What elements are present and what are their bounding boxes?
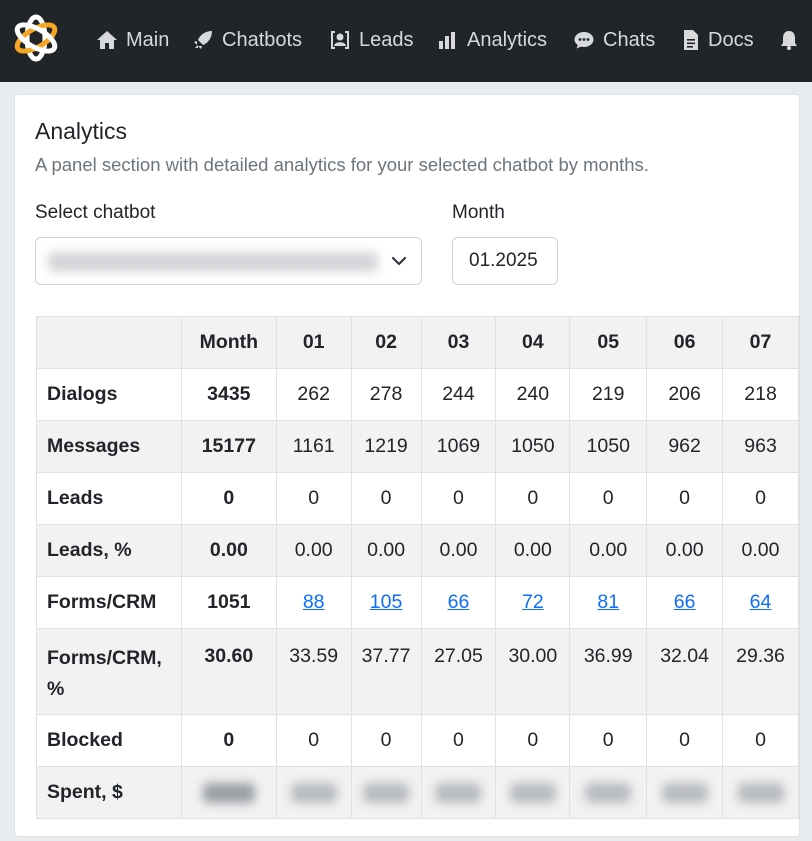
nav-item-label: Analytics [467,28,548,51]
nav-item-docs[interactable] [682,27,754,53]
nav-item-main[interactable] [96,27,169,53]
month-value-cell: 1050 [570,421,647,473]
row-label: Forms/CRM [37,577,182,629]
month-value-cell: 33.59 [276,629,351,715]
month-value-cell [496,767,570,819]
table-header-cell: 02 [351,317,421,369]
table-header-cell: 01 [276,317,351,369]
nav-item-chatbots[interactable] [192,27,302,53]
nav-item-label: Chats [603,28,656,51]
table-row [37,629,799,715]
row-total-cell: 1051 [181,577,276,629]
month-value-cell [351,767,421,819]
month-value-cell: 963 [723,421,799,473]
table-row [37,421,799,473]
blurred-value [585,783,631,803]
table-row [37,715,799,767]
blurred-value [435,783,481,803]
month-value-cell: 29.36 [723,629,799,715]
table-header-cell: 03 [421,317,496,369]
month-value-cell: 0.00 [351,525,421,577]
month-value-cell: 0.00 [496,525,570,577]
blurred-value [291,783,337,803]
row-label: Leads [37,473,182,525]
document-icon [682,29,700,51]
chat-bubble-icon [573,30,595,50]
table-row [37,577,799,629]
table-row [37,767,799,819]
month-value-cell: 962 [647,421,723,473]
row-label: Messages [37,421,182,473]
blurred-value [738,783,784,803]
notifications-button[interactable] [779,27,807,53]
row-label: Blocked [37,715,182,767]
forms-crm-link[interactable]: 64 [749,591,772,613]
nav-item-label: Leads [359,28,414,51]
row-total-cell: 30.60 [181,629,276,715]
panel-subtitle: A panel section with detailed analytics for your selected chatbot by months. [35,154,649,175]
forms-crm-link[interactable]: 105 [369,591,403,613]
analytics-panel [14,94,800,837]
month-value-cell [421,577,496,629]
month-value-cell [723,577,799,629]
blurred-value [510,783,556,803]
month-value-cell: 0 [421,715,496,767]
contact-icon [329,29,351,51]
bar-chart-icon [437,30,459,50]
table-row [37,473,799,525]
month-value-cell [276,767,351,819]
month-value-cell [570,767,647,819]
month-value-cell: 206 [647,369,723,421]
blurred-chatbot-name [48,252,378,272]
table-row [37,525,799,577]
table-header-cell: 05 [570,317,647,369]
month-value-cell: 278 [351,369,421,421]
forms-crm-link[interactable]: 81 [597,591,620,613]
forms-crm-link[interactable]: 72 [522,591,544,613]
month-label: Month [452,202,505,223]
row-total-cell: 15177 [181,421,276,473]
row-label: Leads, % [37,525,182,577]
nav-item-label: Main [126,28,170,51]
rocket-icon [192,29,214,51]
table-header-cell: Month [181,317,276,369]
month-value-cell [351,577,421,629]
chatbot-select[interactable] [35,237,422,285]
table-header-cell: 04 [496,317,570,369]
month-value-cell: 36.99 [570,629,647,715]
forms-crm-link[interactable]: 88 [302,591,325,613]
forms-crm-link[interactable]: 66 [673,591,696,613]
row-total-cell: 0 [181,473,276,525]
month-value-cell: 0 [496,473,570,525]
month-value-cell: 1050 [496,421,570,473]
top-navbar [0,0,812,82]
openai-logo-icon[interactable] [6,8,66,68]
row-total-cell: 3435 [181,369,276,421]
month-value-cell: 0 [276,715,351,767]
row-label: Dialogs [37,369,182,421]
row-total-cell [181,767,276,819]
table-header-cell: 07 [723,317,799,369]
month-value-cell: 27.05 [421,629,496,715]
month-value-cell: 0.00 [570,525,647,577]
month-value-cell: 0 [351,715,421,767]
blurred-value [363,783,409,803]
month-value-cell [570,577,647,629]
analytics-table [36,316,799,819]
month-value-cell: 30.00 [496,629,570,715]
row-label: Spent, $ [37,767,182,819]
month-value-cell: 219 [570,369,647,421]
forms-crm-link[interactable]: 66 [447,591,470,613]
month-value-cell: 0 [647,473,723,525]
month-value-cell: 0 [647,715,723,767]
blurred-value [662,783,708,803]
row-label: Forms/CRM, % [37,629,182,715]
month-value-cell: 240 [496,369,570,421]
month-value-cell [421,767,496,819]
row-total-cell: 0 [181,715,276,767]
nav-item-label: Chatbots [222,28,303,51]
month-input[interactable] [452,237,558,285]
table-header-row [37,317,799,369]
month-value-cell: 32.04 [647,629,723,715]
month-value-cell [647,767,723,819]
month-value-cell: 0 [570,715,647,767]
nav-item-chats[interactable] [573,27,655,53]
month-value-cell: 37.77 [351,629,421,715]
month-value-cell: 0 [496,715,570,767]
month-value-cell: 0.00 [647,525,723,577]
nav-item-analytics[interactable] [437,27,547,53]
month-value-cell: 0 [421,473,496,525]
table-row [37,369,799,421]
month-value-cell: 0 [351,473,421,525]
month-value-cell: 1069 [421,421,496,473]
month-value-cell [496,577,570,629]
month-value-cell: 1219 [351,421,421,473]
bell-icon [779,29,799,51]
blurred-value [203,783,255,803]
row-total-cell: 0.00 [181,525,276,577]
month-value-cell [723,767,799,819]
month-value-cell [647,577,723,629]
select-chatbot-label: Select chatbot [35,202,156,223]
panel-title: Analytics [35,118,128,144]
month-value-cell: 1161 [276,421,351,473]
table-header-cell: 06 [647,317,723,369]
month-value-cell: 262 [276,369,351,421]
home-icon [96,30,118,50]
month-value-cell: 0.00 [421,525,496,577]
nav-item-label: Docs [708,28,754,51]
month-value-cell: 0 [570,473,647,525]
chevron-down-icon [391,254,407,268]
table-header-empty [37,317,182,369]
month-value-cell: 0.00 [276,525,351,577]
month-value-cell: 218 [723,369,799,421]
month-value-cell [276,577,351,629]
nav-item-leads[interactable] [329,27,414,53]
month-value-cell: 244 [421,369,496,421]
month-value-cell: 0 [276,473,351,525]
month-value-cell: 0 [723,715,799,767]
month-value-cell: 0.00 [723,525,799,577]
month-value-cell: 0 [723,473,799,525]
